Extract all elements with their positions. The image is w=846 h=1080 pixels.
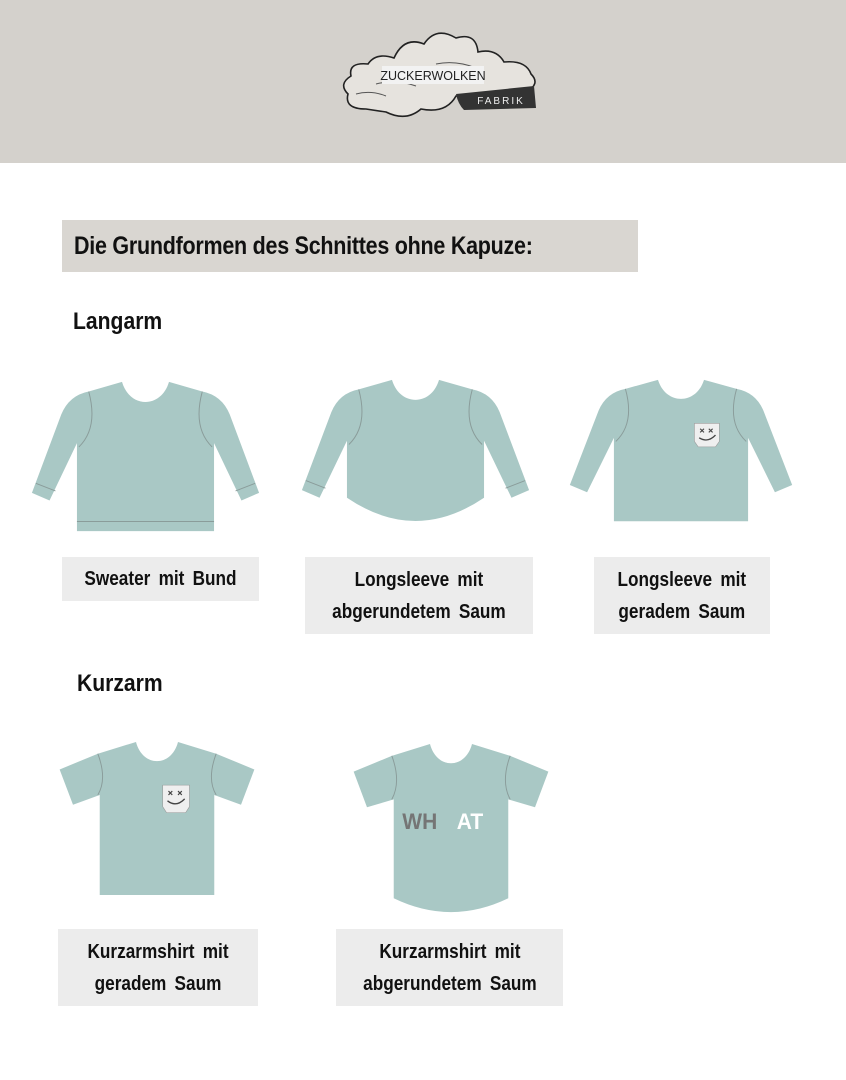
label-tshirt-rounded: Kurzarmshirt mit abgerundetem Saum xyxy=(336,929,563,1006)
tshirt-rounded-hem-illustration xyxy=(346,742,556,920)
label-sweater: Sweater mit Bund xyxy=(62,557,259,601)
print-text-dark: WH xyxy=(402,809,438,835)
title-box xyxy=(62,220,638,272)
smiley-pocket-icon xyxy=(694,423,719,447)
label-tshirt-straight: Kurzarmshirt mit geradem Saum xyxy=(58,929,258,1006)
header xyxy=(0,0,846,163)
smiley-pocket-icon xyxy=(163,785,190,812)
heading-langarm: Langarm xyxy=(73,308,163,335)
page-title: Die Grundformen des Schnittes ohne Kapuze: xyxy=(74,232,533,260)
label-longsleeve-rounded: Longsleeve mit abgerundetem Saum xyxy=(305,557,533,634)
zuckerwolken-logo xyxy=(336,24,546,124)
longsleeve-rounded-hem-illustration xyxy=(298,378,533,530)
sweater-with-band-illustration xyxy=(28,380,263,533)
logo-text-top: ZUCKERWOLKEN xyxy=(380,69,486,83)
label-longsleeve-straight: Longsleeve mit geradem Saum xyxy=(594,557,770,634)
logo-text-bottom: FABRIK xyxy=(477,96,525,107)
print-text-light: AT xyxy=(456,809,484,835)
heading-kurzarm: Kurzarm xyxy=(77,670,163,697)
tshirt-straight-hem-illustration xyxy=(52,740,262,897)
longsleeve-straight-hem-illustration xyxy=(566,378,796,523)
